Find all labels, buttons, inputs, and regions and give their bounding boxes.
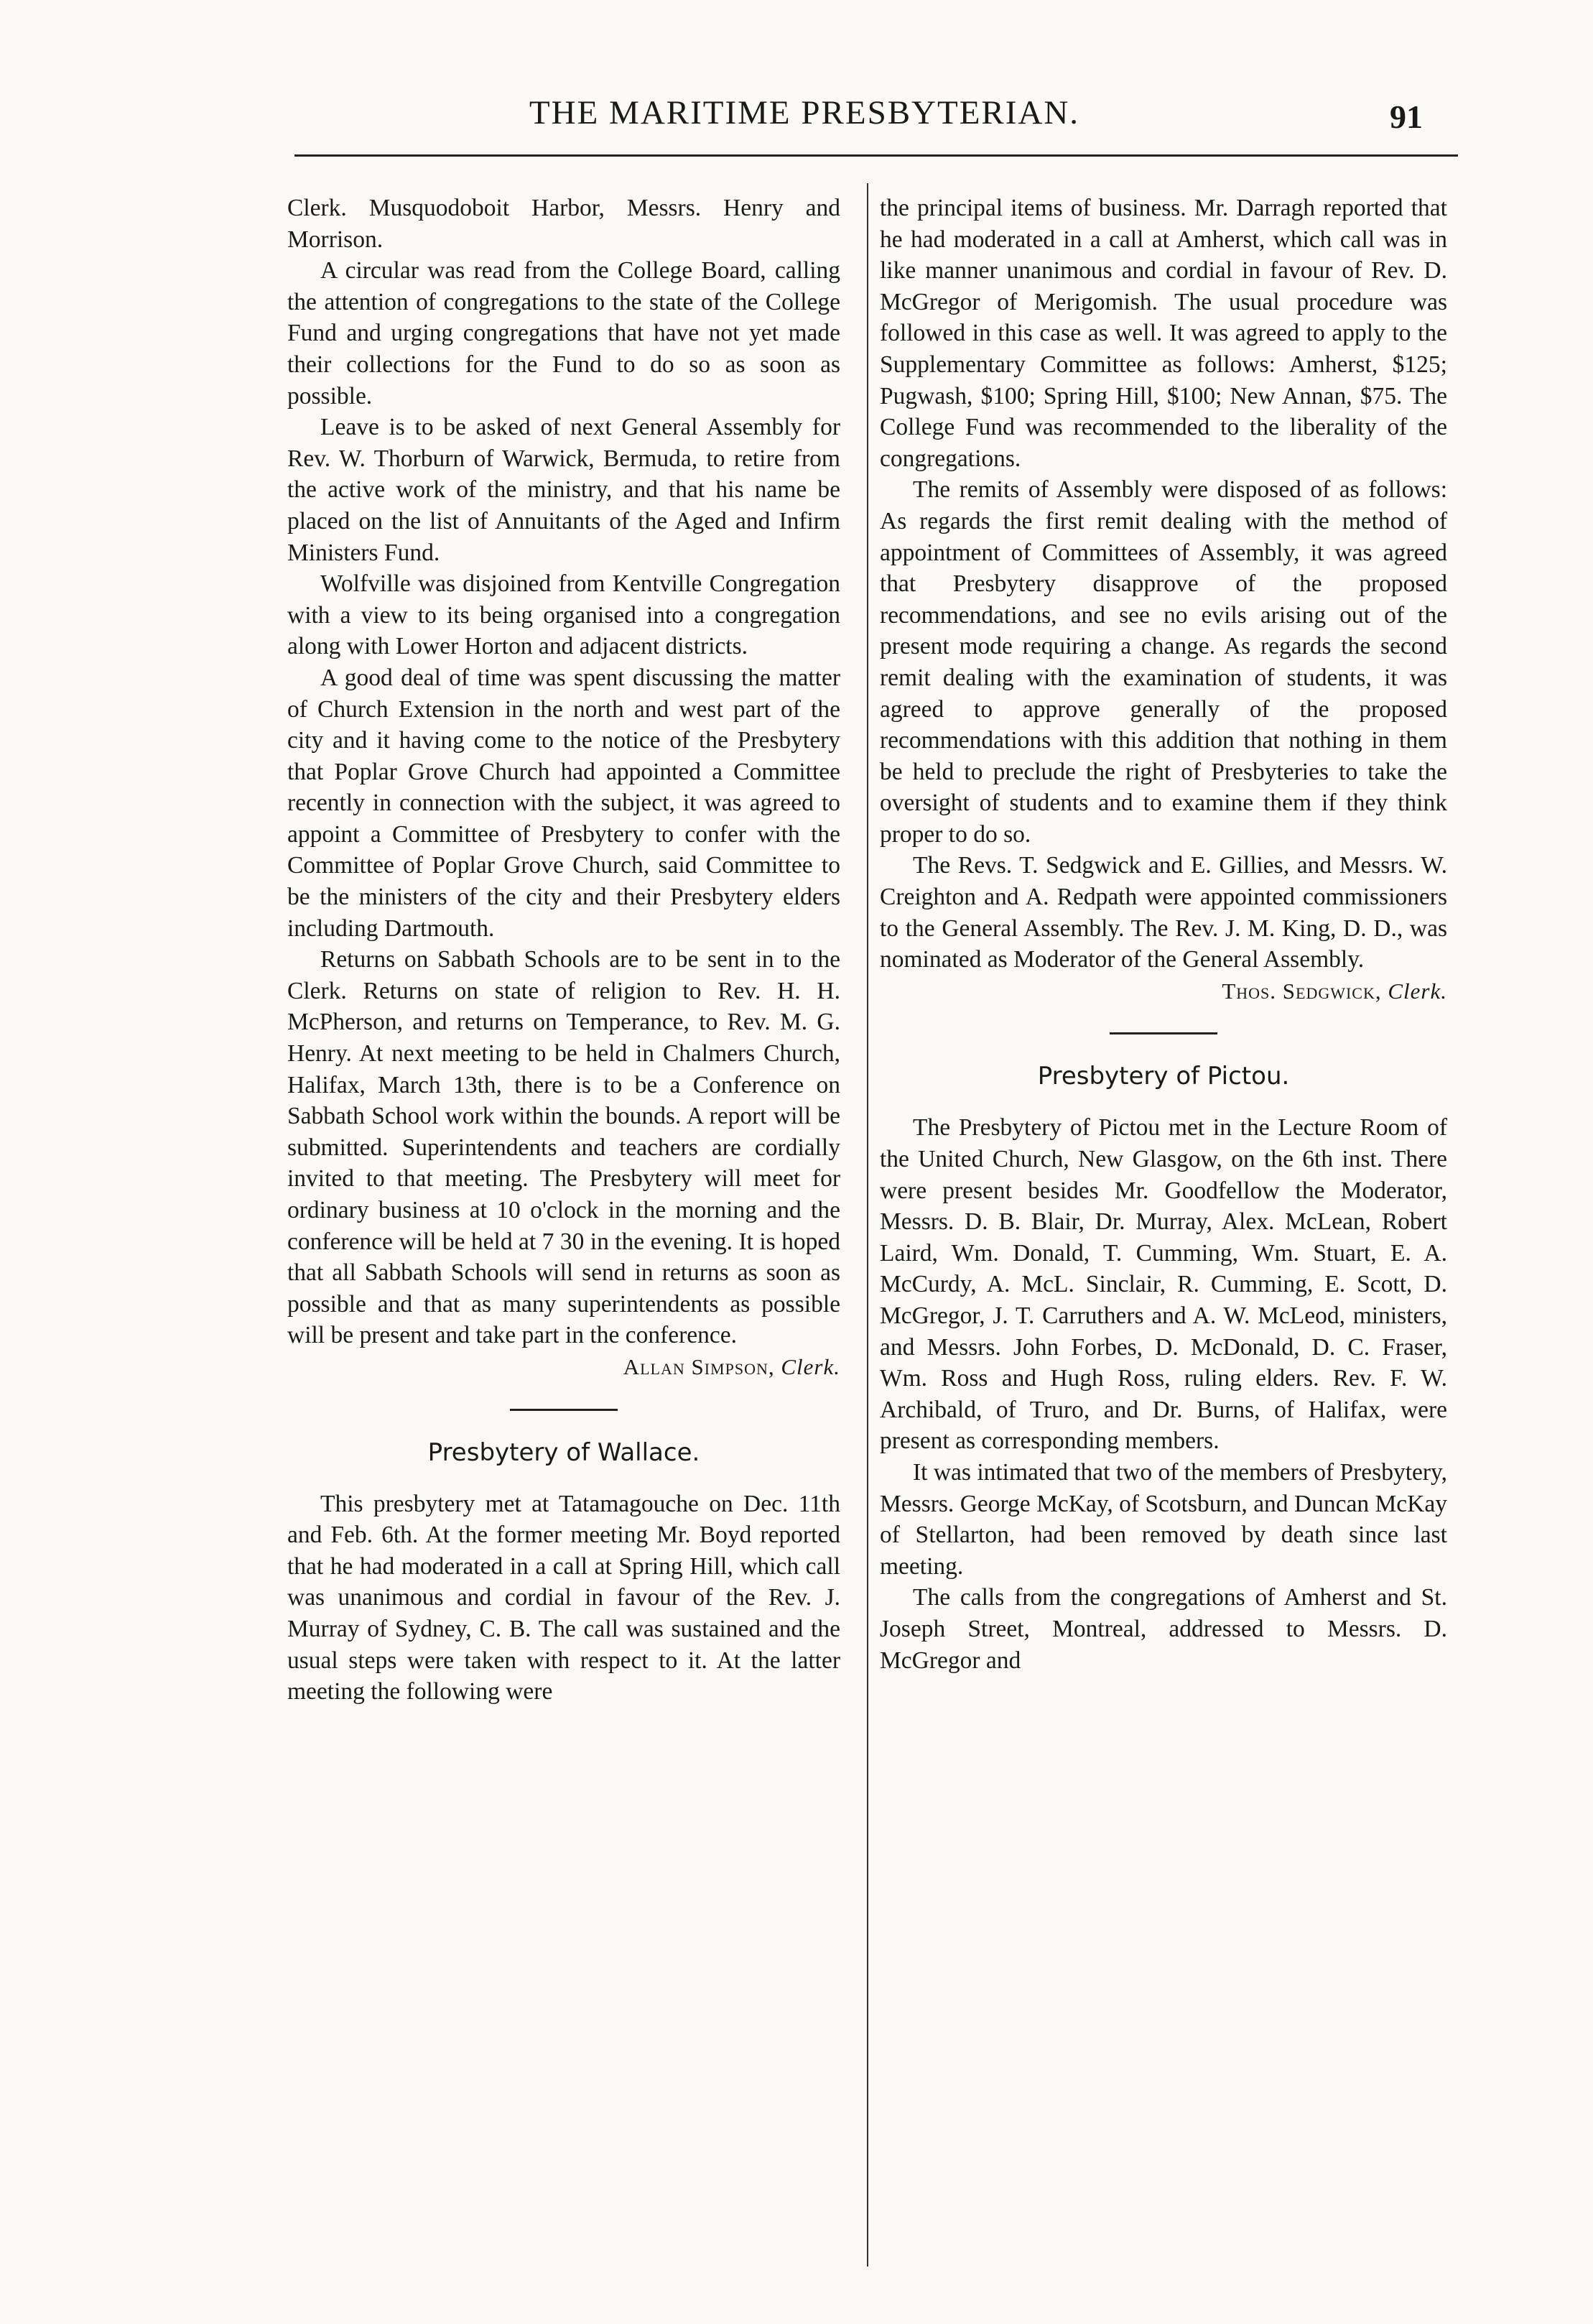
section-heading: Presbytery of Pictou. xyxy=(1037,1062,1290,1091)
paragraph: This presbytery met at Tatamagouche on Dec. 11th and Feb. 6th. At the former meeting Mr. Boyd reported that he had moderated in a call at Spring Hill, which call was unanimous and cordial in favour of the Rev. J. Murray of Sydney, C. B. The call was sustained and the usual steps were taken with respect to it. At the latter meeting the following were xyxy=(287,1490,840,1705)
section-divider xyxy=(510,1409,618,1411)
right-column xyxy=(880,193,1447,1676)
signature-name: Thos. Sedgwick, xyxy=(1222,978,1382,1004)
paragraph: the principal items of business. Mr. Darragh reported that he had moderated in a call at Amherst, which call was in like manner unanimous and cordial in favour of Rev. D. McGregor of Merigomish. The usual procedure was followed in this case as well. It was agreed to apply to the Supplementary Committee as follows: Amherst, $125; Pugwash, $100; Spring Hill, $100; New Annan, $75. The College Fund was recommended to the liberality of the congregations. xyxy=(880,195,1447,472)
paragraph: Wolfville was disjoined from Kentville Congregation with a view to its being organised into a congregation along with Lower Horton and adjacent districts. xyxy=(287,570,840,660)
signature xyxy=(880,976,1447,1007)
header-rule xyxy=(294,154,1458,157)
paragraph: The remits of Assembly were disposed of as follows: As regards the first remit dealing with the method of appointment of Committees of Assembly, it was agreed that Presbytery disapprove of the proposed recommendations, and see no evils arising out of the present mode requiring a change. As regards the second remit dealing with the examination of students, it was agreed to approve generally of the proposed recommendations with this addition that nothing in them be held to preclude the right of Presbyteries to take the oversight of students and to examine them if they think proper to do so. xyxy=(880,476,1447,848)
publication-title: THE MARITIME PRESBYTERIAN. xyxy=(529,94,1080,131)
paragraph: Leave is to be asked of next General Assembly for Rev. W. Thorburn of Warwick, Bermuda, to retire from the active work of the ministry, and that his name be placed on the list of Annuitants of the Aged and Infirm Ministers Fund. xyxy=(287,414,840,566)
paragraph: A circular was read from the College Board, calling the attention of congregations to the state of the College Fund and urging congregations that have not yet made their collections for the Fund to do so as soon as possible. xyxy=(287,257,840,409)
paragraph: Clerk. Musquodoboit Harbor, Messrs. Henry and Morrison. xyxy=(287,195,840,253)
paragraph: The Presbytery of Pictou met in the Lecture Room of the United Church, New Glasgow, on the 6th inst. There were present besides Mr. Goodfellow the Moderator, Messrs. D. B. Blair, Dr. Murray, Alex. McLean, Robert Laird, Wm. Donald, T. Cumming, Wm. Stuart, E. A. McCurdy, A. McL. Sinclair, R. Cumming, E. Scott, D. McGregor, J. T. Carruthers and A. W. McLeod, ministers, and Messrs. John Forbes, D. McDonald, D. C. Fraser, Wm. Ross and Hugh Ross, ruling elders. Rev. F. W. Archibald, of Truro, and Dr. Burns, of Halifax, were present as corresponding members. xyxy=(880,1114,1447,1455)
running-head xyxy=(287,86,1508,144)
paragraph: A good deal of time was spent discussing the matter of Church Extension in the north and west part of the city and it having come to the notice of the Presbytery that Poplar Grove Church had appointed a Committee recently in connection with the subject, it was agreed to appoint a Committee of Presbytery to confer with the Committee of Poplar Grove Church, said Committee to be the ministers of the city and their Presbytery elders including Dartmouth. xyxy=(287,664,840,942)
paragraph: The Revs. T. Sedgwick and E. Gillies, and Messrs. W. Creighton and A. Redpath were appointed commissioners to the General Assembly. The Rev. J. M. King, D. D., was nominated as Moderator of the General Assembly. xyxy=(880,852,1447,973)
paragraph: Returns on Sabbath Schools are to be sent in to the Clerk. Returns on state of religion to Rev. H. H. McPherson, and returns on Temperance, to Rev. M. G. Henry. At next meeting to be held in Chalmers Church, Halifax, March 13th, there is to be a Conference on Sabbath School work within the bounds. A report will be submitted. Superintendents and teachers are cordially invited to that meeting. The Presbytery will meet for ordinary business at 10 o'clock in the morning and the conference will be held at 7 30 in the evening. It is hoped that all Sabbath Schools will send in returns as soon as possible and that as many superintendents as possible will be present and take part in the conference. xyxy=(287,946,840,1349)
section-divider xyxy=(1110,1032,1217,1034)
column-divider xyxy=(867,183,868,2267)
left-column xyxy=(287,193,840,1708)
paragraph: The calls from the congregations of Amherst and St. Joseph Street, Montreal, addressed to Messrs. D. McGregor and xyxy=(880,1584,1447,1674)
signature-name: Allan Simpson, xyxy=(623,1353,775,1379)
signature-role: Clerk. xyxy=(781,1353,840,1379)
signature xyxy=(287,1351,840,1383)
page-number: 91 xyxy=(1390,98,1423,135)
paragraph: It was intimated that two of the members of Presbytery, Messrs. George McKay, of Scotsburn, and Duncan McKay of Stellarton, had been removed by death since last meeting. xyxy=(880,1458,1447,1580)
signature-role: Clerk. xyxy=(1388,978,1447,1004)
section-heading: Presbytery of Wallace. xyxy=(427,1438,700,1467)
